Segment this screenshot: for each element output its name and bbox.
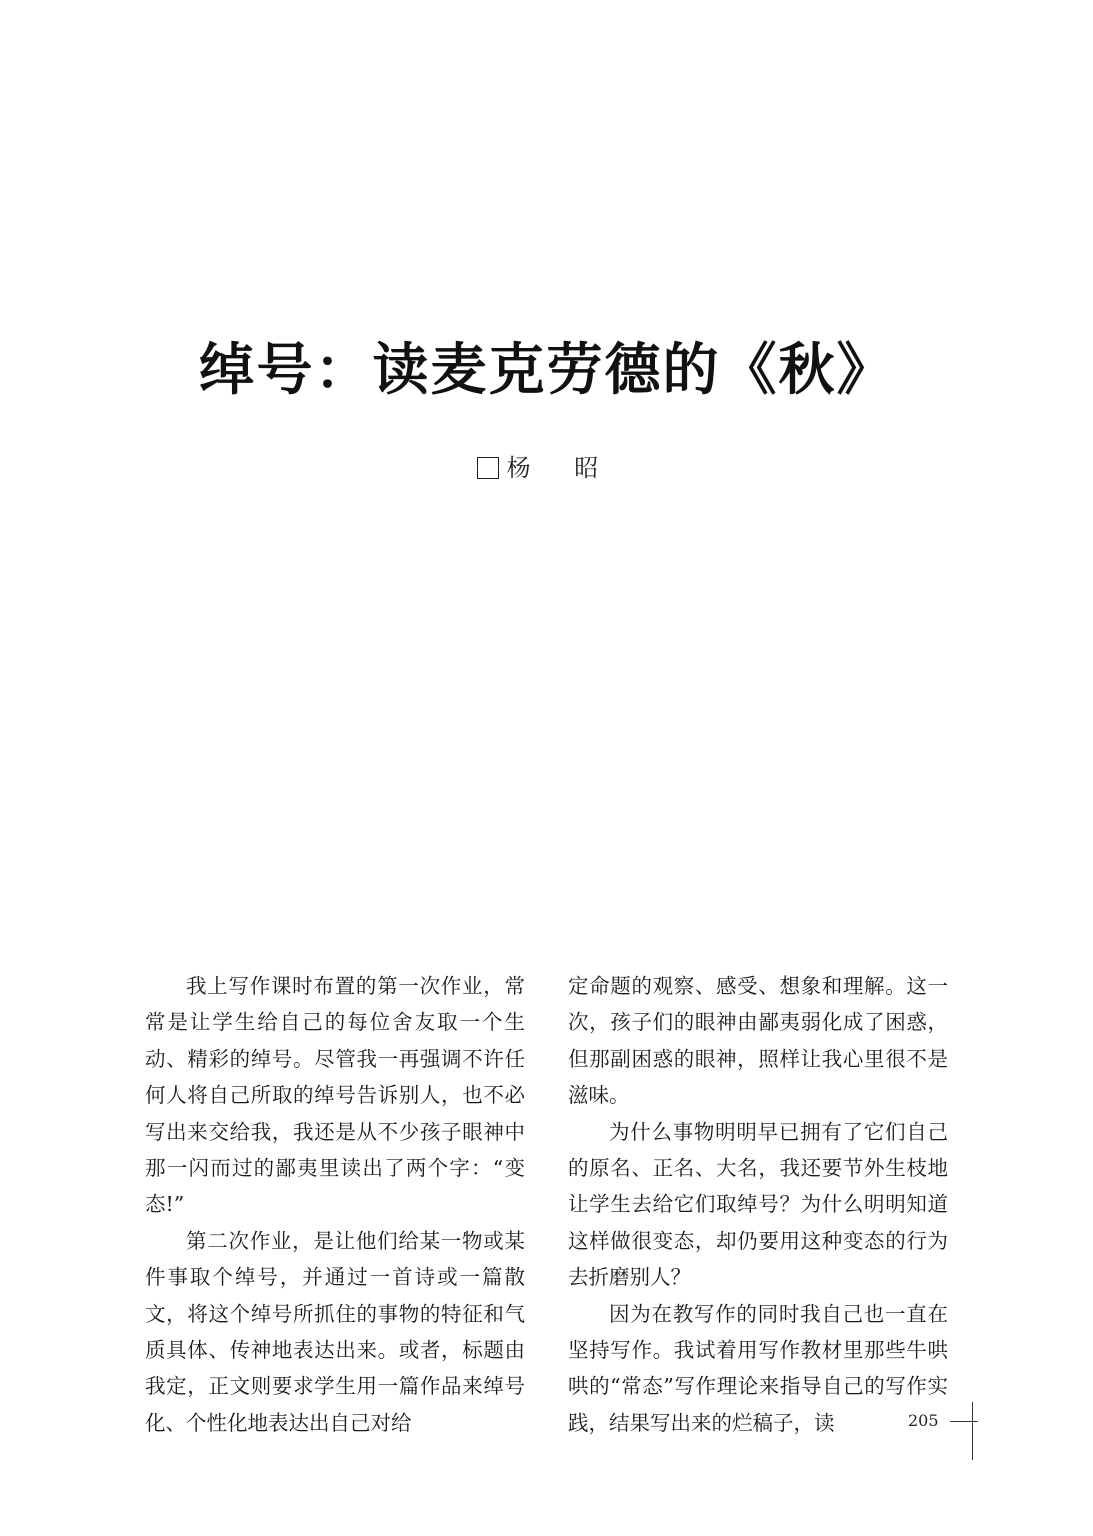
byline <box>0 448 1093 483</box>
paragraph: 第二次作业，是让他们给某一物或某件事取个绰号，并通过一首诗或一篇散文，将这个绰号所抓住的事物的特征和气质具体、传神地表达出来。或者，标题由我定，正文则要求学生用一篇作品来绰号化、个性化地表达出自己对给 <box>145 1228 525 1435</box>
author-box-icon <box>477 457 499 479</box>
left-column <box>145 968 525 1441</box>
page-number: 205 <box>908 1411 939 1430</box>
footer-horizontal-rule <box>950 1421 978 1422</box>
paragraph: 因为在教写作的同时我自己也一直在坚持写作。我试着用写作教材里那些牛哄哄的“常态”写作理论来指导自己的写作实践，结果写出来的烂稿子，读 <box>568 1301 948 1435</box>
paragraph-continuation: 定命题的观察、感受、想象和理解。这一次，孩子们的眼神由鄙夷弱化成了困惑，但那副困惑的眼神，照样让我心里很不是滋味。 <box>568 974 948 1108</box>
author-name: 杨 昭 <box>506 454 617 482</box>
article-title: 绰号：读麦克劳德的《秋》 <box>198 338 895 403</box>
right-column <box>568 968 948 1441</box>
paragraph: 为什么事物明明早已拥有了它们自己的原名、正名、大名，我还要节外生枝地让学生去给它们取绰号？为什么明明知道这样做很变态，却仍要用这种变态的行为去折磨别人？ <box>568 1119 948 1290</box>
paragraph: 我上写作课时布置的第一次作业，常常是让学生给自己的每位舍友取一个生动、精彩的绰号。尽管我一再强调不许任何人将自己所取的绰号告诉别人，也不必写出来交给我，我还是从不少孩子眼神中那一闪而过的鄙夷里读出了两个字：“变态!” <box>145 974 525 1217</box>
footer-vertical-rule <box>972 1402 973 1460</box>
